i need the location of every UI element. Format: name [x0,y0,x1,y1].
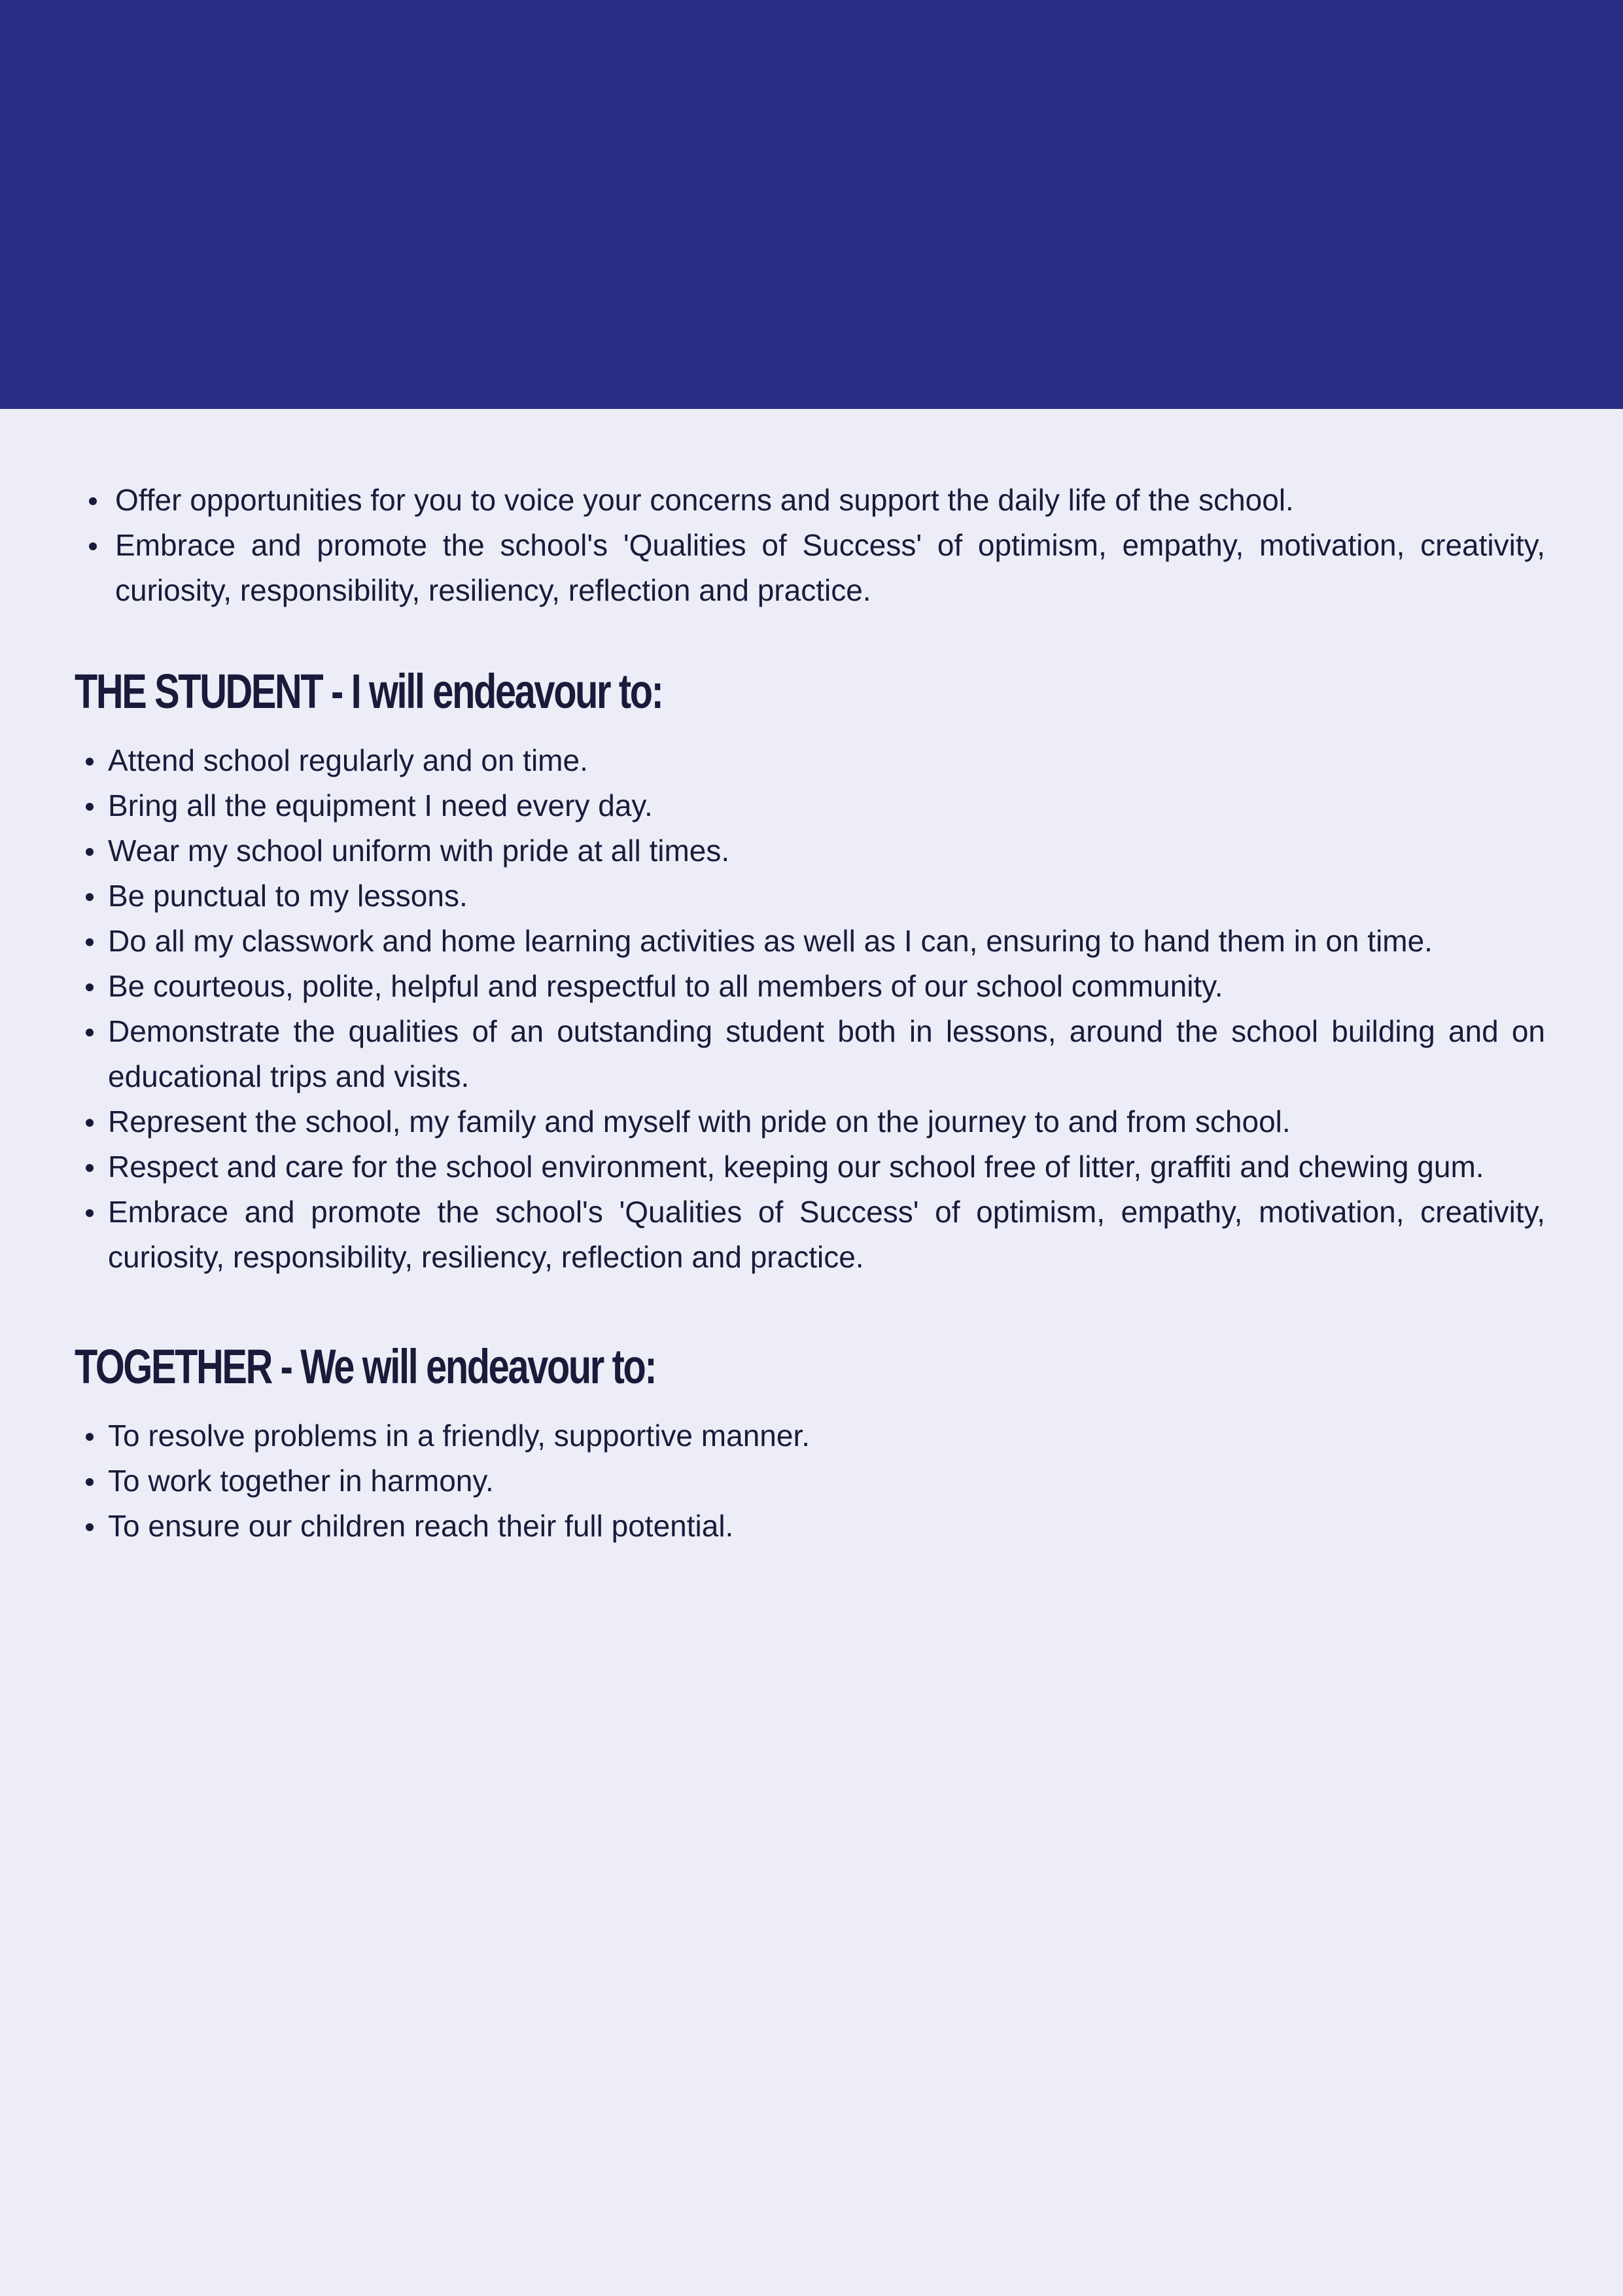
student-heading: THE STUDENT - I will endeavour to: [75,664,663,718]
list-item: Represent the school, my family and myself with pride on the journey to and from school. [108,1099,1545,1144]
bullet-icon [86,1119,94,1127]
bullet-icon [86,983,94,991]
parent-commitments-list [115,478,1545,613]
student-commitments-list [108,738,1545,1280]
list-item: Embrace and promote the school's 'Qualities of Success' of optimism, empathy, motivation, creativity, curiosity, responsibility, resiliency, reflection and practice. [108,1190,1545,1280]
bullet-icon [86,1433,94,1441]
list-item: Bring all the equipment I need every day. [108,783,1545,828]
list-item: Respect and care for the school environment, keeping our school free of litter, graffiti and chewing gum. [108,1144,1545,1190]
bullet-icon [86,803,94,811]
bullet-icon [86,1209,94,1217]
list-item: Attend school regularly and on time. [108,738,1545,783]
together-commitments-list [108,1413,1545,1549]
list-item: Demonstrate the qualities of an outstanding student both in lessons, around the school building and on educational trips and visits. [108,1009,1545,1099]
list-item: Do all my classwork and home learning activities as well as I can, ensuring to hand them in on time. [108,919,1545,964]
bullet-icon [89,542,97,550]
list-item: Offer opportunities for you to voice your concerns and support the daily life of the school. [115,478,1545,523]
bullet-icon [86,1029,94,1036]
bullet-icon [86,938,94,946]
bullet-icon [86,848,94,856]
list-item: To resolve problems in a friendly, supportive manner. [108,1413,1545,1458]
list-item: Be courteous, polite, helpful and respectful to all members of our school community. [108,964,1545,1009]
together-heading: TOGETHER - We will endeavour to: [75,1339,656,1394]
list-item: To ensure our children reach their full potential. [108,1504,1545,1549]
bullet-icon [86,1164,94,1172]
bullet-icon [89,497,97,505]
header-band [0,0,1623,409]
list-item: To work together in harmony. [108,1458,1545,1504]
bullet-icon [86,893,94,901]
bullet-icon [86,758,94,766]
list-item: Embrace and promote the school's 'Qualities of Success' of optimism, empathy, motivation, creativity, curiosity, responsibility, resiliency, reflection and practice. [115,523,1545,613]
bullet-icon [86,1523,94,1531]
list-item: Be punctual to my lessons. [108,874,1545,919]
bullet-icon [86,1478,94,1486]
list-item: Wear my school uniform with pride at all times. [108,828,1545,874]
